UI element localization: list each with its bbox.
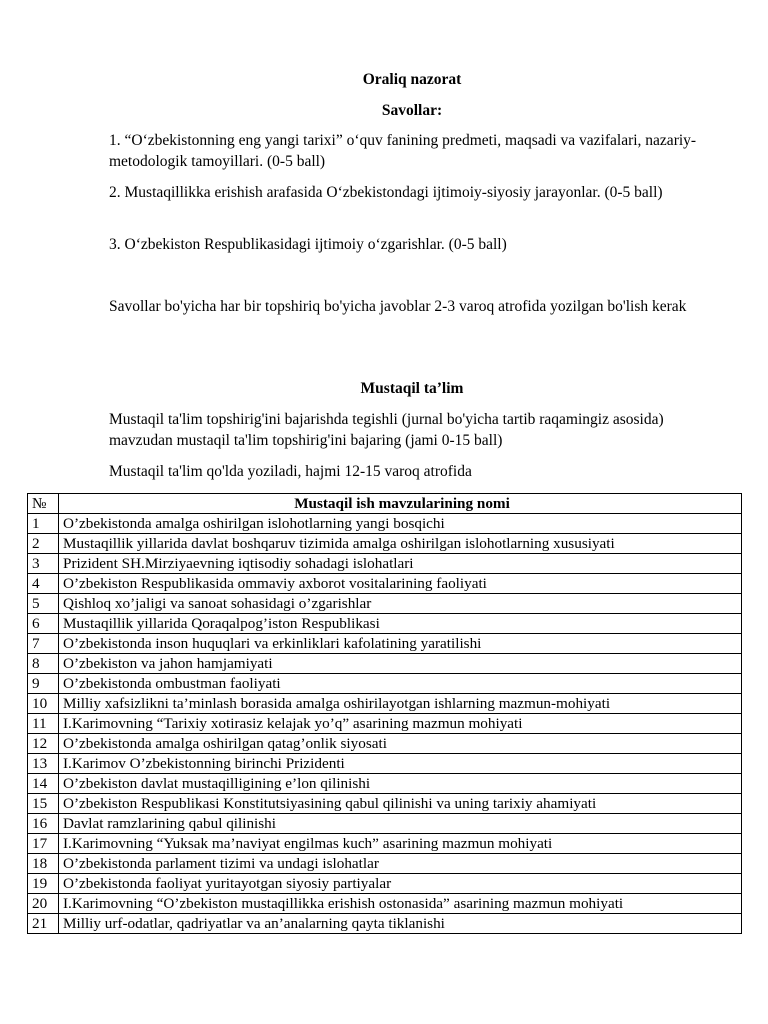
- row-number: 3: [28, 554, 59, 574]
- row-number: 7: [28, 634, 59, 654]
- row-number: 4: [28, 574, 59, 594]
- topic-name: Milliy xafsizlikni ta’minlash borasida amalga oshirilayotgan ishlarning mazmun-mohiyati: [59, 694, 742, 714]
- table-row: [28, 754, 742, 774]
- table-row: [28, 594, 742, 614]
- question-1: 1. “O‘zbekistonning eng yangi tarixi” o‘quv fanining predmeti, maqsadi va vazifalari, nazariy-metodologik tamoyillari. (0-5 ball): [109, 132, 697, 170]
- row-number: 12: [28, 734, 59, 754]
- topic-name: I.Karimov O’zbekistonning birinchi Prizidenti: [59, 754, 742, 774]
- topic-name: I.Karimovning “O’zbekiston mustaqillikka erishish ostonasida” asarining mazmun mohiyati: [59, 894, 742, 914]
- table-row: [28, 734, 742, 754]
- table-header-row: [28, 494, 742, 514]
- table-row: [28, 574, 742, 594]
- question-3: 3. O‘zbekiston Respublikasidagi ijtimoiy o‘zgarishlar. (0-5 ball): [109, 236, 507, 253]
- table-row: [28, 654, 742, 674]
- self-study-heading: Mustaqil ta’lim: [360, 380, 464, 397]
- topic-name: Qishloq xo’jaligi va sanoat sohasidagi o’zgarishlar: [59, 594, 742, 614]
- topic-name: Mustaqillik yillarida davlat boshqaruv tizimida amalga oshirilgan islohotlarning xususiyati: [59, 534, 742, 554]
- row-number: 10: [28, 694, 59, 714]
- row-number: 5: [28, 594, 59, 614]
- table-row: [28, 894, 742, 914]
- row-number: 8: [28, 654, 59, 674]
- topic-name: O’zbekistonda inson huquqlari va erkinliklari kafolatining yaratilishi: [59, 634, 742, 654]
- row-number: 17: [28, 834, 59, 854]
- table-row: [28, 514, 742, 534]
- table-row: [28, 794, 742, 814]
- answer-note: Savollar bo'yicha har bir topshiriq bo'yicha javoblar 2-3 varoq atrofida yozilgan bo'lish kerak: [109, 298, 687, 315]
- row-number: 2: [28, 534, 59, 554]
- topic-name: O’zbekistonda amalga oshirilgan qatag’onlik siyosati: [59, 734, 742, 754]
- table-row: [28, 554, 742, 574]
- table-row: [28, 914, 742, 934]
- topic-name: O’zbekistonda amalga oshirilgan islohotlarning yangi bosqichi: [59, 514, 742, 534]
- table-row: [28, 874, 742, 894]
- table-row: [28, 834, 742, 854]
- topic-name: Mustaqillik yillarida Qoraqalpog’iston Respublikasi: [59, 614, 742, 634]
- topics-table: [27, 493, 742, 934]
- topic-name: O’zbekistonda parlament tizimi va undagi islohatlar: [59, 854, 742, 874]
- row-number: 21: [28, 914, 59, 934]
- topic-column-header: Mustaqil ish mavzularining nomi: [59, 494, 742, 514]
- question-2: 2. Mustaqillikka erishish arafasida O‘zbekistondagi ijtimoiy-siyosiy jarayonlar. (0-5 ball): [109, 184, 663, 201]
- topic-name: Davlat ramzlarining qabul qilinishi: [59, 814, 742, 834]
- number-column-header: №: [28, 494, 59, 514]
- topics-table-body: [28, 514, 742, 934]
- table-row: [28, 714, 742, 734]
- row-number: 9: [28, 674, 59, 694]
- table-row: [28, 534, 742, 554]
- table-row: [28, 774, 742, 794]
- table-row: [28, 814, 742, 834]
- questions-heading: Savollar:: [381, 102, 443, 119]
- self-study-format: Mustaqil ta'lim qo'lda yoziladi, hajmi 12-15 varoq atrofida: [109, 463, 472, 480]
- topic-name: I.Karimovning “Tarixiy xotirasiz kelajak yo’q” asarining mazmun mohiyati: [59, 714, 742, 734]
- topic-name: O’zbekiston davlat mustaqilligining e’lon qilinishi: [59, 774, 742, 794]
- topic-name: O’zbekiston Respublikasida ommaviy axborot vositalarining faoliyati: [59, 574, 742, 594]
- table-row: [28, 634, 742, 654]
- topic-name: O’zbekiston Respublikasi Konstitutsiyasining qabul qilinishi va uning tarixiy ahamiyati: [59, 794, 742, 814]
- topic-name: I.Karimovning “Yuksak ma’naviyat engilmas kuch” asarining mazmun mohiyati: [59, 834, 742, 854]
- row-number: 14: [28, 774, 59, 794]
- topic-name: Milliy urf-odatlar, qadriyatlar va an’analarning qayta tiklanishi: [59, 914, 742, 934]
- row-number: 1: [28, 514, 59, 534]
- table-row: [28, 694, 742, 714]
- topic-name: O’zbekiston va jahon hamjamiyati: [59, 654, 742, 674]
- row-number: 13: [28, 754, 59, 774]
- row-number: 19: [28, 874, 59, 894]
- table-row: [28, 674, 742, 694]
- row-number: 20: [28, 894, 59, 914]
- document-title: Oraliq nazorat: [362, 71, 462, 88]
- table-row: [28, 614, 742, 634]
- topic-name: Prizident SH.Mirziyaevning iqtisodiy sohadagi islohatlari: [59, 554, 742, 574]
- row-number: 11: [28, 714, 59, 734]
- topic-name: O’zbekistonda faoliyat yuritayotgan siyosiy partiyalar: [59, 874, 742, 894]
- row-number: 15: [28, 794, 59, 814]
- table-row: [28, 854, 742, 874]
- row-number: 6: [28, 614, 59, 634]
- self-study-instruction: Mustaqil ta'lim topshirig'ini bajarishda tegishli (jurnal bo'yicha tartib raqamingiz asosida) mavzudan mustaqil ta'lim topshirig'ini bajaring (jami 0-15 ball): [109, 411, 664, 449]
- topic-name: O’zbekistonda ombustman faoliyati: [59, 674, 742, 694]
- row-number: 18: [28, 854, 59, 874]
- row-number: 16: [28, 814, 59, 834]
